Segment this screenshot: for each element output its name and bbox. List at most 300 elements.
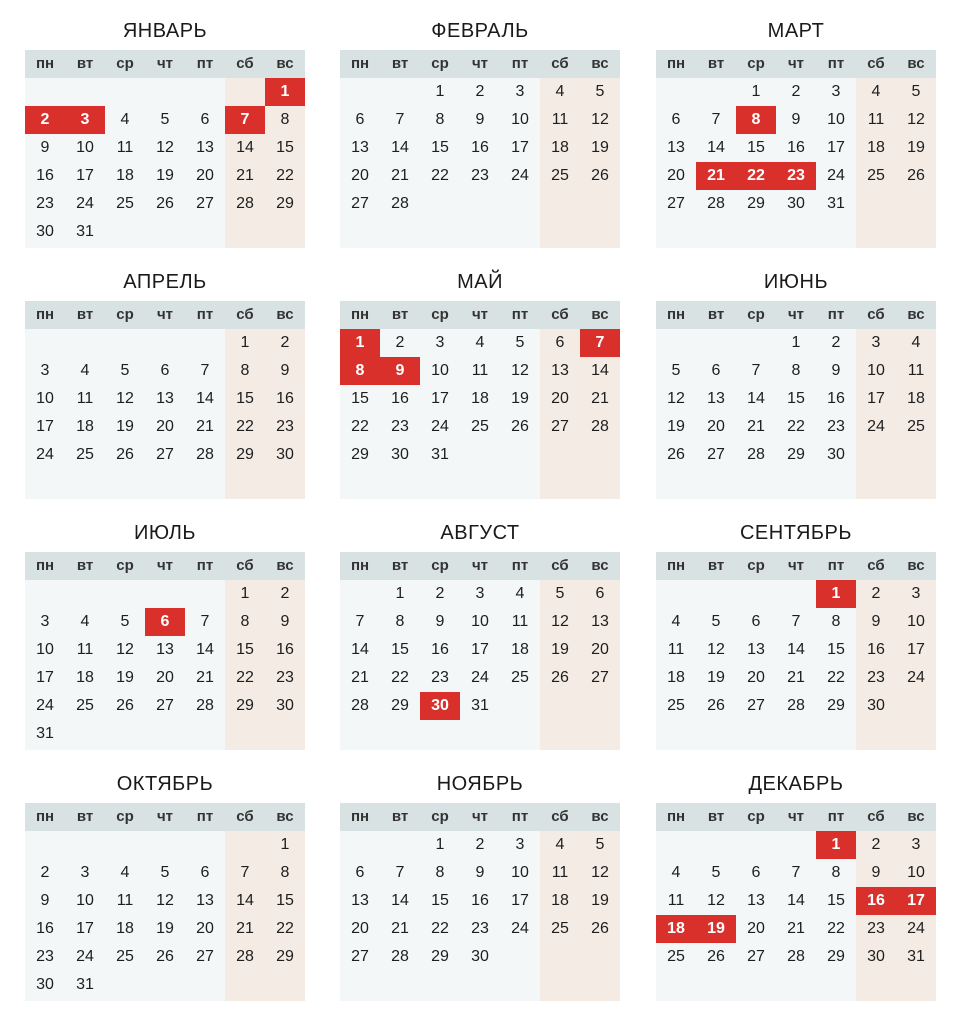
day-cell: 21 [787, 669, 805, 686]
day-cell: 13 [591, 613, 609, 630]
day-cell: 14 [747, 390, 765, 407]
day-cell: 7 [791, 864, 801, 881]
day-cell: 13 [196, 139, 214, 156]
day-cell: 2 [871, 585, 881, 602]
day-cell: 29 [236, 697, 254, 714]
day-cell: 30 [36, 976, 54, 993]
day-cell: 24 [867, 418, 885, 435]
weekday-label: сб [236, 306, 254, 323]
weekday-label: вс [276, 557, 294, 574]
month-2 [340, 14, 620, 254]
day-cell: 25 [551, 167, 569, 184]
day-cell: 16 [36, 167, 54, 184]
weekday-label: вт [76, 557, 94, 574]
day-cell: 8 [435, 111, 445, 128]
day-cell: 10 [471, 613, 489, 630]
day-cell: 17 [36, 669, 54, 686]
weekday-label: пт [827, 306, 845, 323]
day-cell: 17 [76, 167, 94, 184]
holiday-day-cell: 16 [867, 892, 885, 909]
day-cell: 17 [471, 641, 489, 658]
day-cell: 25 [667, 697, 685, 714]
day-cell: 29 [431, 948, 449, 965]
day-cell: 22 [276, 920, 294, 937]
month-8 [340, 516, 620, 756]
weekday-label: вт [707, 306, 725, 323]
day-cell: 27 [156, 446, 174, 463]
day-cell: 28 [391, 195, 409, 212]
day-cell: 23 [867, 920, 885, 937]
day-cell: 24 [76, 195, 94, 212]
day-cell: 9 [791, 111, 801, 128]
day-cell: 29 [787, 446, 805, 463]
day-cell: 22 [827, 920, 845, 937]
weekday-label: пн [666, 557, 686, 574]
day-cell: 20 [196, 920, 214, 937]
month-12-title: ДЕКАБРЬ [748, 773, 844, 795]
day-cell: 27 [351, 948, 369, 965]
holiday-day-cell: 6 [160, 613, 170, 630]
day-cell: 15 [236, 641, 254, 658]
day-cell: 2 [791, 83, 801, 100]
day-cell: 10 [907, 864, 925, 881]
month-6-weekday-header [656, 301, 936, 329]
day-cell: 22 [236, 669, 254, 686]
month-6 [656, 265, 936, 505]
day-cell: 10 [907, 613, 925, 630]
day-cell: 3 [831, 83, 841, 100]
weekday-label: пт [827, 808, 845, 825]
day-cell: 16 [827, 390, 845, 407]
day-cell: 5 [160, 864, 170, 881]
weekday-label: пт [511, 306, 529, 323]
day-cell: 1 [435, 83, 445, 100]
day-cell: 22 [431, 920, 449, 937]
day-cell: 23 [867, 669, 885, 686]
day-cell: 30 [867, 697, 885, 714]
day-cell: 31 [471, 697, 489, 714]
month-7-grid [25, 552, 305, 750]
weekday-label: ср [747, 55, 765, 72]
day-cell: 21 [196, 418, 214, 435]
day-cell: 12 [551, 613, 569, 630]
day-cell: 24 [907, 920, 925, 937]
day-cell: 9 [475, 111, 485, 128]
day-cell: 26 [156, 195, 174, 212]
day-cell: 10 [76, 139, 94, 156]
day-cell: 29 [827, 948, 845, 965]
weekday-label: сб [551, 557, 569, 574]
day-cell: 28 [196, 697, 214, 714]
weekday-label: вс [907, 55, 925, 72]
month-7-weekday-header [25, 552, 305, 580]
day-cell: 13 [351, 139, 369, 156]
day-cell: 20 [351, 920, 369, 937]
day-cell: 14 [707, 139, 725, 156]
holiday-day-cell: 19 [707, 920, 725, 937]
day-cell: 12 [707, 892, 725, 909]
day-cell: 26 [156, 948, 174, 965]
weekday-label: пн [350, 557, 370, 574]
month-6-grid [656, 301, 936, 499]
day-cell: 10 [827, 111, 845, 128]
month-1-title: ЯНВАРЬ [122, 20, 208, 42]
day-cell: 31 [76, 223, 94, 240]
day-cell: 14 [391, 139, 409, 156]
day-cell: 17 [511, 892, 529, 909]
holiday-day-cell: 1 [831, 585, 841, 602]
day-cell: 20 [591, 641, 609, 658]
weekday-label: вт [76, 306, 94, 323]
day-cell: 4 [671, 864, 681, 881]
day-cell: 26 [591, 920, 609, 937]
day-cell: 2 [435, 585, 445, 602]
day-cell: 15 [827, 892, 845, 909]
month-3-weekday-header [656, 50, 936, 78]
day-cell: 10 [511, 864, 529, 881]
weekday-label: пн [666, 306, 686, 323]
day-cell: 21 [787, 920, 805, 937]
day-cell: 19 [707, 669, 725, 686]
day-cell: 11 [907, 362, 925, 379]
day-cell: 13 [551, 362, 569, 379]
day-cell: 23 [471, 920, 489, 937]
day-cell: 28 [787, 697, 805, 714]
day-cell: 13 [747, 892, 765, 909]
day-cell: 7 [395, 864, 405, 881]
day-cell: 29 [276, 948, 294, 965]
day-cell: 17 [511, 139, 529, 156]
day-cell: 12 [667, 390, 685, 407]
day-cell: 24 [431, 418, 449, 435]
day-cell: 15 [276, 139, 294, 156]
day-cell: 11 [76, 641, 94, 658]
day-cell: 29 [236, 446, 254, 463]
day-cell: 16 [867, 641, 885, 658]
day-cell: 11 [867, 111, 885, 128]
day-cell: 13 [667, 139, 685, 156]
day-cell: 8 [831, 864, 841, 881]
day-cell: 9 [280, 362, 290, 379]
weekday-label: сб [236, 557, 254, 574]
day-cell: 11 [551, 864, 569, 881]
day-cell: 23 [471, 167, 489, 184]
weekday-label: вс [591, 55, 609, 72]
day-cell: 14 [196, 390, 214, 407]
day-cell: 18 [76, 418, 94, 435]
day-cell: 14 [391, 892, 409, 909]
weekday-label: чт [471, 808, 489, 825]
day-cell: 21 [391, 920, 409, 937]
day-cell: 20 [667, 167, 685, 184]
day-cell: 6 [200, 111, 210, 128]
day-cell: 23 [827, 418, 845, 435]
day-cell: 12 [156, 139, 174, 156]
day-cell: 7 [355, 613, 365, 630]
day-cell: 13 [707, 390, 725, 407]
day-cell: 24 [511, 920, 529, 937]
month-5 [340, 265, 620, 505]
day-cell: 23 [276, 669, 294, 686]
day-cell: 12 [156, 892, 174, 909]
day-cell: 27 [156, 697, 174, 714]
day-cell: 31 [36, 725, 54, 742]
weekday-label: пн [35, 808, 55, 825]
day-cell: 4 [911, 334, 921, 351]
day-cell: 4 [80, 613, 90, 630]
day-cell: 15 [351, 390, 369, 407]
day-cell: 12 [707, 641, 725, 658]
month-3 [656, 14, 936, 254]
day-cell: 17 [827, 139, 845, 156]
day-cell: 1 [435, 836, 445, 853]
day-cell: 17 [907, 641, 925, 658]
day-cell: 20 [747, 920, 765, 937]
day-cell: 30 [276, 446, 294, 463]
day-cell: 30 [827, 446, 845, 463]
day-cell: 9 [280, 613, 290, 630]
month-9 [656, 516, 936, 756]
day-cell: 31 [907, 948, 925, 965]
weekday-label: чт [471, 557, 489, 574]
day-cell: 21 [236, 920, 254, 937]
day-cell: 28 [196, 446, 214, 463]
day-cell: 31 [431, 446, 449, 463]
month-7 [25, 516, 305, 756]
day-cell: 4 [871, 83, 881, 100]
day-cell: 26 [551, 669, 569, 686]
day-cell: 20 [551, 390, 569, 407]
weekday-label: чт [787, 306, 805, 323]
day-cell: 28 [236, 948, 254, 965]
day-cell: 11 [116, 892, 134, 909]
weekday-label: ср [431, 808, 449, 825]
weekday-label: сб [236, 55, 254, 72]
day-cell: 27 [591, 669, 609, 686]
day-cell: 21 [196, 669, 214, 686]
day-cell: 25 [116, 195, 134, 212]
day-cell: 13 [747, 641, 765, 658]
day-cell: 21 [591, 390, 609, 407]
month-6-title: ИЮНЬ [763, 271, 829, 293]
day-cell: 2 [871, 836, 881, 853]
day-cell: 22 [276, 167, 294, 184]
day-cell: 7 [751, 362, 761, 379]
day-cell: 18 [551, 892, 569, 909]
day-cell: 25 [551, 920, 569, 937]
day-cell: 24 [471, 669, 489, 686]
weekday-label: ср [431, 55, 449, 72]
holiday-day-cell: 9 [395, 362, 405, 379]
day-cell: 18 [116, 920, 134, 937]
day-cell: 5 [515, 334, 525, 351]
weekday-label: вт [391, 808, 409, 825]
day-cell: 9 [871, 864, 881, 881]
day-cell: 16 [787, 139, 805, 156]
weekday-label: вт [76, 55, 94, 72]
month-2-grid [340, 50, 620, 248]
weekday-label: пт [827, 55, 845, 72]
month-11-weekday-header [340, 803, 620, 831]
day-cell: 23 [36, 948, 54, 965]
day-cell: 6 [355, 111, 365, 128]
day-cell: 4 [555, 836, 565, 853]
day-cell: 3 [911, 836, 921, 853]
day-cell: 5 [555, 585, 565, 602]
day-cell: 2 [475, 836, 485, 853]
weekday-label: ср [116, 557, 134, 574]
day-cell: 7 [395, 111, 405, 128]
weekday-label: пт [196, 557, 214, 574]
weekday-label: вс [591, 808, 609, 825]
weekday-label: чт [471, 306, 489, 323]
day-cell: 22 [431, 167, 449, 184]
day-cell: 15 [276, 892, 294, 909]
weekday-label: вт [391, 557, 409, 574]
day-cell: 12 [591, 111, 609, 128]
day-cell: 19 [116, 669, 134, 686]
weekday-label: пт [511, 557, 529, 574]
holiday-day-cell: 30 [431, 697, 449, 714]
day-cell: 6 [751, 613, 761, 630]
day-cell: 5 [595, 83, 605, 100]
month-12 [656, 767, 936, 1007]
day-cell: 25 [116, 948, 134, 965]
day-cell: 25 [867, 167, 885, 184]
weekday-label: чт [787, 55, 805, 72]
day-cell: 4 [475, 334, 485, 351]
day-cell: 13 [156, 641, 174, 658]
day-cell: 14 [236, 139, 254, 156]
day-cell: 30 [867, 948, 885, 965]
weekday-label: сб [867, 306, 885, 323]
month-11-title: НОЯБРЬ [436, 773, 524, 795]
weekday-label: вс [907, 808, 925, 825]
day-cell: 2 [280, 585, 290, 602]
holiday-day-cell: 8 [355, 362, 365, 379]
day-cell: 15 [391, 641, 409, 658]
weekday-label: вт [76, 808, 94, 825]
day-cell: 15 [747, 139, 765, 156]
day-cell: 26 [907, 167, 925, 184]
day-cell: 7 [240, 864, 250, 881]
month-12-weekday-header [656, 803, 936, 831]
weekday-label: пн [350, 55, 370, 72]
day-cell: 28 [391, 948, 409, 965]
day-cell: 27 [196, 195, 214, 212]
day-cell: 3 [475, 585, 485, 602]
day-cell: 29 [747, 195, 765, 212]
day-cell: 3 [435, 334, 445, 351]
day-cell: 8 [280, 864, 290, 881]
weekday-label: вс [276, 808, 294, 825]
holiday-day-cell: 1 [355, 334, 365, 351]
day-cell: 16 [471, 139, 489, 156]
day-cell: 6 [711, 362, 721, 379]
day-cell: 4 [555, 83, 565, 100]
month-1-weekday-header [25, 50, 305, 78]
day-cell: 29 [276, 195, 294, 212]
day-cell: 9 [475, 864, 485, 881]
day-cell: 22 [351, 418, 369, 435]
weekday-label: чт [156, 808, 174, 825]
weekday-label: чт [471, 55, 489, 72]
day-cell: 22 [827, 669, 845, 686]
day-cell: 14 [787, 892, 805, 909]
day-cell: 10 [431, 362, 449, 379]
month-9-grid [656, 552, 936, 750]
day-cell: 13 [156, 390, 174, 407]
day-cell: 2 [280, 334, 290, 351]
day-cell: 6 [200, 864, 210, 881]
weekday-label: чт [787, 808, 805, 825]
day-cell: 22 [391, 669, 409, 686]
weekday-label: вт [707, 557, 725, 574]
day-cell: 11 [116, 139, 134, 156]
day-cell: 6 [595, 585, 605, 602]
day-cell: 17 [431, 390, 449, 407]
day-cell: 10 [511, 111, 529, 128]
day-cell: 27 [707, 446, 725, 463]
day-cell: 14 [591, 362, 609, 379]
day-cell: 10 [867, 362, 885, 379]
day-cell: 10 [36, 390, 54, 407]
day-cell: 21 [391, 167, 409, 184]
day-cell: 3 [515, 836, 525, 853]
day-cell: 23 [276, 418, 294, 435]
month-4-weekday-header [25, 301, 305, 329]
day-cell: 31 [76, 976, 94, 993]
month-5-grid [340, 301, 620, 499]
day-cell: 8 [435, 864, 445, 881]
day-cell: 18 [471, 390, 489, 407]
day-cell: 20 [156, 669, 174, 686]
day-cell: 26 [707, 697, 725, 714]
day-cell: 19 [907, 139, 925, 156]
day-cell: 26 [707, 948, 725, 965]
day-cell: 20 [156, 418, 174, 435]
weekday-label: сб [551, 808, 569, 825]
weekday-label: пн [666, 808, 686, 825]
weekday-label: вт [707, 55, 725, 72]
day-cell: 30 [471, 948, 489, 965]
day-cell: 2 [475, 83, 485, 100]
day-cell: 2 [395, 334, 405, 351]
day-cell: 28 [707, 195, 725, 212]
month-9-weekday-header [656, 552, 936, 580]
holiday-day-cell: 7 [595, 334, 605, 351]
holiday-day-cell: 2 [40, 111, 50, 128]
weekday-label: ср [431, 557, 449, 574]
holiday-day-cell: 1 [280, 83, 290, 100]
holiday-day-cell: 8 [751, 111, 761, 128]
day-cell: 12 [116, 390, 134, 407]
weekday-label: пт [511, 808, 529, 825]
month-9-title: СЕНТЯБРЬ [739, 522, 853, 544]
month-5-title: МАЙ [457, 271, 503, 293]
holiday-day-cell: 7 [240, 111, 250, 128]
day-cell: 1 [280, 836, 290, 853]
day-cell: 5 [911, 83, 921, 100]
weekday-label: ср [116, 808, 134, 825]
holiday-day-cell: 22 [747, 167, 765, 184]
day-cell: 18 [116, 167, 134, 184]
weekday-label: вс [907, 557, 925, 574]
day-cell: 28 [591, 418, 609, 435]
day-cell: 3 [515, 83, 525, 100]
day-cell: 6 [555, 334, 565, 351]
month-4 [25, 265, 305, 505]
